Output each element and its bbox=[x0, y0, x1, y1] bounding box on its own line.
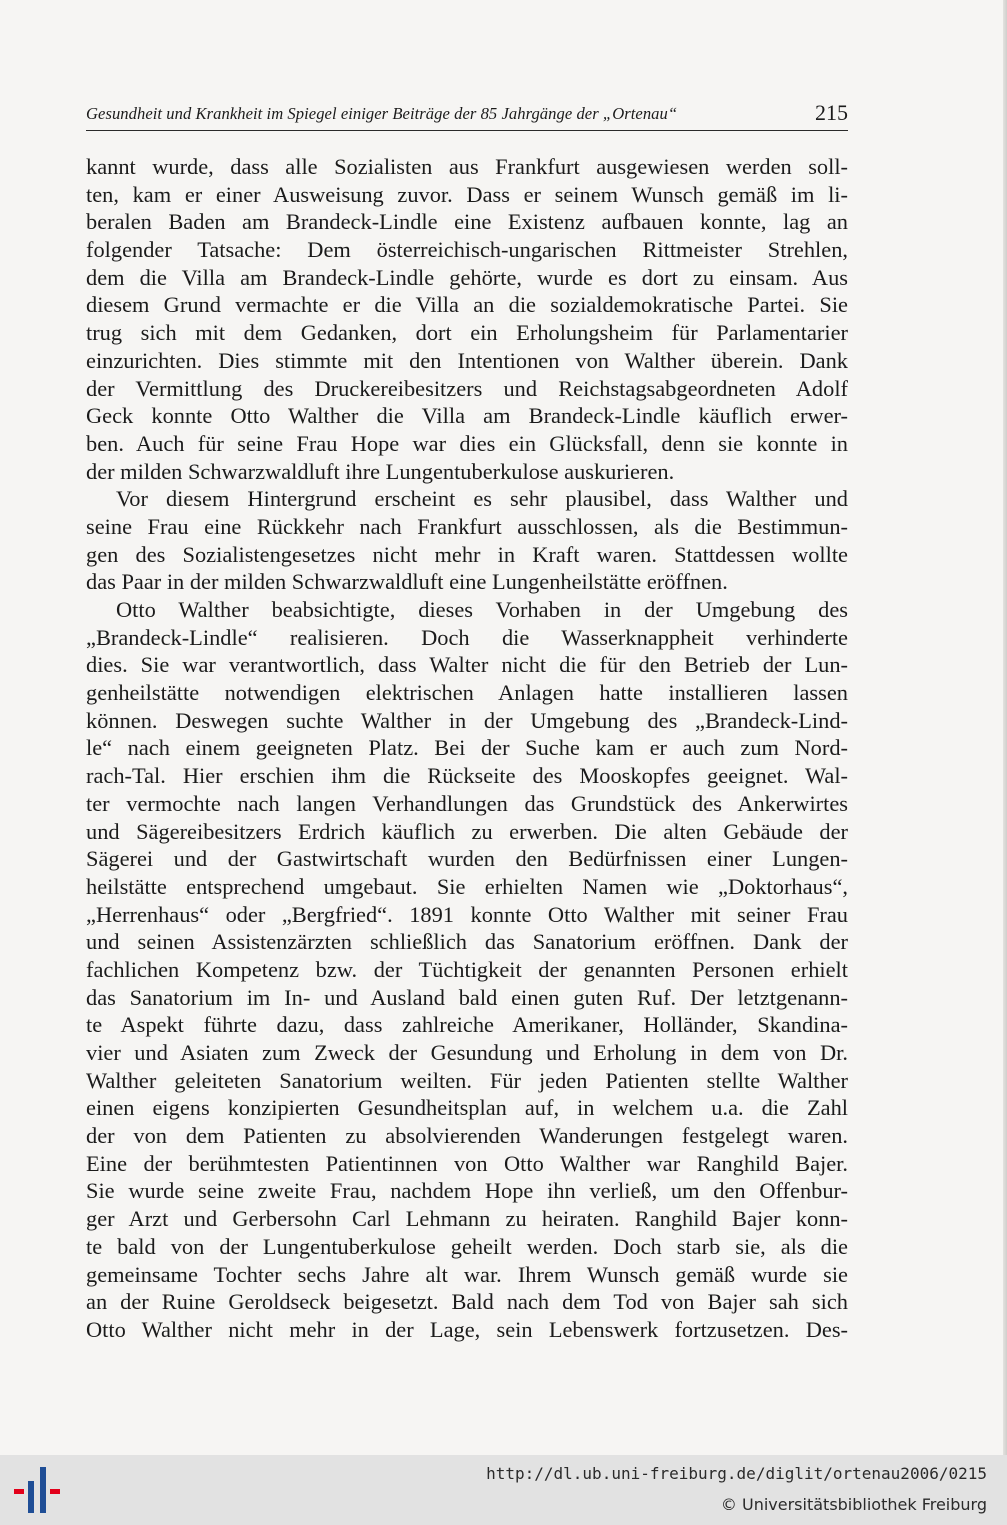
text-line: Otto Walther nicht mehr in der Lage, sein Lebenswerk fortzusetzen. Des- bbox=[86, 1316, 848, 1342]
text-line: „Brandeck-Lindle“ realisieren. Doch die Wasserknappheit verhinderte bbox=[86, 624, 848, 650]
text-line: Eine der berühmtesten Patientinnen von Otto Walther war Ranghild Bajer. bbox=[86, 1150, 848, 1176]
text-line: das Sanatorium im In- und Ausland bald einen guten Ruf. Der letztgenann- bbox=[86, 984, 848, 1010]
text-line: können. Deswegen suchte Walther in der Umgebung des „Brandeck-Lind- bbox=[86, 707, 848, 733]
text-line: Sägerei und der Gastwirtschaft wurden den Bedürfnissen einer Lungen- bbox=[86, 846, 848, 872]
text-line: ten, kam er einer Ausweisung zuvor. Dass er seinem Wunsch gemäß im li- bbox=[86, 181, 848, 207]
text-line: Vor diesem Hintergrund erscheint es sehr plausibel, dass Walther und bbox=[116, 486, 848, 512]
body-text bbox=[86, 153, 848, 1344]
text-line: rach-Tal. Hier erschien ihm die Rückseite des Mooskopfes geeignet. Wal- bbox=[86, 763, 848, 789]
text-line: fachlichen Kompetenz bzw. der Tüchtigkeit der genannten Personen erhielt bbox=[86, 956, 848, 982]
text-line: dem die Villa am Brandeck-Lindle gehörte, wurde es dort zu einsam. Aus bbox=[86, 264, 848, 290]
footer-bar bbox=[0, 1455, 1007, 1525]
text-line: an der Ruine Geroldseck beigesetzt. Bald nach dem Tod von Bajer sah sich bbox=[86, 1289, 848, 1315]
text-line: das Paar in der milden Schwarzwaldluft eine Lungenheilstätte eröffnen. bbox=[86, 569, 728, 595]
running-title: Gesundheit und Krankheit im Spiegel einiger Beiträge der 85 Jahrgänge der „Ortenau“ bbox=[86, 104, 678, 123]
copyright-notice: © Universitätsbibliothek Freiburg bbox=[720, 1495, 987, 1514]
text-line: und seinen Assistenzärzten schließlich das Sanatorium eröffnen. Dank der bbox=[86, 929, 848, 955]
text-line: gemeinsame Tochter sechs Jahre alt war. Ihrem Wunsch gemäß wurde sie bbox=[86, 1261, 848, 1287]
paragraph bbox=[86, 485, 848, 596]
text-line: dies. Sie war verantwortlich, dass Walter nicht die für den Betrieb der Lun- bbox=[86, 652, 848, 678]
text-line: und Sägereibesitzers Erdrich käuflich zu erwerben. Die alten Gebäude der bbox=[86, 818, 848, 844]
text-line: „Herrenhaus“ oder „Bergfried“. 1891 konnte Otto Walther mit seiner Frau bbox=[86, 901, 848, 927]
text-line: folgender Tatsache: Dem österreichisch-ungarischen Rittmeister Strehlen, bbox=[86, 237, 848, 263]
text-line: gen des Sozialistengesetzes nicht mehr in Kraft waren. Stattdessen wollte bbox=[86, 541, 848, 567]
ub-freiburg-logo-icon[interactable] bbox=[12, 1463, 64, 1517]
text-line: ben. Auch für seine Frau Hope war dies ein Glücksfall, denn sie konnte in bbox=[86, 430, 848, 456]
text-line: der Vermittlung des Druckereibesitzers und Reichstagsabgeordneten Adolf bbox=[86, 375, 848, 401]
text-line: kannt wurde, dass alle Sozialisten aus Frankfurt ausgewiesen werden soll- bbox=[86, 154, 848, 179]
text-line: der milden Schwarzwaldluft ihre Lungentuberkulose auskurieren. bbox=[86, 458, 675, 484]
text-line: der von dem Patienten zu absolvierenden Wanderungen festgelegt waren. bbox=[86, 1123, 848, 1149]
text-line: Otto Walther beabsichtigte, dieses Vorhaben in der Umgebung des bbox=[116, 597, 848, 622]
text-line: einzurichten. Dies stimmte mit den Intentionen von Walther überein. Dank bbox=[86, 347, 848, 373]
text-line: diesem Grund vermachte er die Villa an die sozialdemokratische Partei. Sie bbox=[86, 292, 848, 318]
text-line: le“ nach einem geeigneten Platz. Bei der Suche kam er auch zum Nord- bbox=[86, 735, 848, 761]
text-line: ter vermochte nach langen Verhandlungen das Grundstück des Ankerwirtes bbox=[86, 790, 848, 816]
text-line: einen eigens konzipierten Gesundheitsplan auf, in welchem u.a. die Zahl bbox=[86, 1095, 848, 1121]
text-line: te Aspekt führte dazu, dass zahlreiche Amerikaner, Holländer, Skandina- bbox=[86, 1012, 848, 1038]
text-line: Geck konnte Otto Walther die Villa am Brandeck-Lindle käuflich erwer- bbox=[86, 403, 848, 429]
paragraph bbox=[86, 596, 848, 1344]
text-line: heilstätte entsprechend umgebaut. Sie erhielten Namen wie „Doktorhaus“, bbox=[86, 873, 848, 899]
text-line: ger Arzt und Gerbersohn Carl Lehmann zu heiraten. Ranghild Bajer konn- bbox=[86, 1206, 848, 1232]
text-line: Walther geleiteten Sanatorium weilten. Für jeden Patienten stellte Walther bbox=[86, 1067, 848, 1093]
paragraph bbox=[86, 153, 848, 485]
permalink-url[interactable]: http://dl.ub.uni-freiburg.de/diglit/ortenau2006/0215 bbox=[486, 1464, 987, 1483]
text-line: trug sich mit dem Gedanken, dort ein Erholungsheim für Parlamentarier bbox=[86, 320, 848, 346]
text-line: seine Frau eine Rückkehr nach Frankfurt ausschlossen, als die Bestimmun- bbox=[86, 513, 848, 539]
text-line: te bald von der Lungentuberkulose geheilt werden. Doch starb sie, als die bbox=[86, 1233, 848, 1259]
page-number: 215 bbox=[815, 100, 848, 125]
running-header bbox=[86, 100, 848, 131]
text-line: vier und Asiaten zum Zweck der Gesundung und Erholung in dem von Dr. bbox=[86, 1040, 848, 1065]
text-line: beralen Baden am Brandeck-Lindle eine Existenz aufbauen konnte, lag an bbox=[86, 209, 848, 235]
text-line: Sie wurde seine zweite Frau, nachdem Hope ihn verließ, um den Offenbur- bbox=[86, 1178, 848, 1204]
text-line: genheilstätte notwendigen elektrischen Anlagen hatte installieren lassen bbox=[86, 680, 848, 706]
page-edge bbox=[1003, 0, 1007, 1455]
